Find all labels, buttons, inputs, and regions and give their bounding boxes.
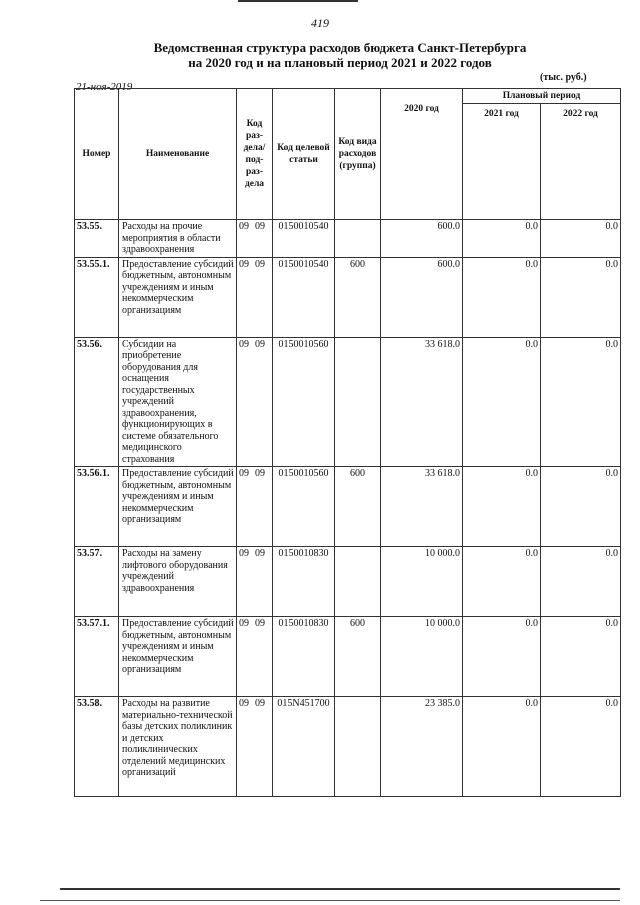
table-row: [75, 220, 621, 258]
title-line-1: Ведомственная структура расходов бюджета Санкт-Петербурга: [153, 40, 527, 55]
row-name: Предоставление субсидий бюджетным, автономным учреждениям и иным некоммерческим организациям: [119, 257, 237, 337]
table-row: [75, 697, 621, 797]
bottom-rule: [60, 888, 620, 890]
row-2020: 10 000.0: [381, 547, 463, 617]
row-target-code: 0150010830: [273, 547, 335, 617]
row-number: 53.57.1.: [75, 617, 119, 697]
header-2021: 2021 год: [463, 104, 541, 220]
row-section-code: [237, 467, 273, 547]
units-label: (тыс. руб.): [540, 72, 587, 83]
section-code: 09: [239, 258, 249, 270]
row-expense-type: 600: [335, 617, 381, 697]
row-target-code: 015N451700: [273, 697, 335, 797]
row-name: Расходы на замену лифтового оборудования учреждений здравоохранения: [119, 547, 237, 617]
row-expense-type: [335, 697, 381, 797]
row-target-code: 0150010540: [273, 257, 335, 337]
title-line-2: на 2020 год и на плановый период 2021 и 2022 годов: [188, 55, 492, 70]
row-name: Предоставление субсидий бюджетным, автономным учреждениям и иным некоммерческим организациям: [119, 467, 237, 547]
row-2021: 0.0: [463, 617, 541, 697]
row-2021: 0.0: [463, 257, 541, 337]
row-number: 53.56.1.: [75, 467, 119, 547]
row-section-code: [237, 547, 273, 617]
row-2020: 600.0: [381, 257, 463, 337]
row-section-code: [237, 257, 273, 337]
table-row: [75, 257, 621, 337]
row-2021: 0.0: [463, 547, 541, 617]
subsection-code: 09: [255, 548, 265, 559]
document-title: [100, 40, 580, 70]
row-number: 53.55.1.: [75, 257, 119, 337]
section-code: 09: [239, 221, 249, 232]
row-expense-type: 600: [335, 257, 381, 337]
row-name: Предоставление субсидий бюджетным, автономным учреждениям и иным некоммерческим организациям: [119, 617, 237, 697]
row-2022: 0.0: [541, 337, 621, 467]
budget-table: [74, 88, 621, 797]
row-expense-type: [335, 220, 381, 258]
row-2021: 0.0: [463, 697, 541, 797]
header-number: Номер: [75, 89, 119, 220]
section-code: 09: [239, 338, 249, 350]
row-number: 53.58.: [75, 697, 119, 797]
row-expense-type: [335, 547, 381, 617]
row-2022: 0.0: [541, 617, 621, 697]
section-code: 09: [239, 548, 249, 559]
subsection-code: 09: [255, 468, 265, 479]
header-name: Наименование: [119, 89, 237, 220]
header-2020: 2020 год: [381, 89, 463, 220]
section-code: 09: [239, 618, 249, 629]
row-number: 53.55.: [75, 220, 119, 258]
row-target-code: 0150010540: [273, 220, 335, 258]
row-2022: 0.0: [541, 467, 621, 547]
row-section-code: [237, 220, 273, 258]
header-planned-period: Плановый период: [463, 89, 621, 104]
row-2022: 0.0: [541, 220, 621, 258]
header-section-code: Код раз- дела/ под- раз- дела: [237, 89, 273, 220]
row-2021: 0.0: [463, 467, 541, 547]
row-2020: 33 618.0: [381, 467, 463, 547]
row-number: 53.57.: [75, 547, 119, 617]
page-number: 419: [311, 16, 329, 30]
table-row: [75, 617, 621, 697]
row-target-code: 0150010560: [273, 467, 335, 547]
row-2022: 0.0: [541, 547, 621, 617]
header-2022: 2022 год: [541, 104, 621, 220]
row-target-code: 0150010830: [273, 617, 335, 697]
header-target-code: Код целевой статьи: [273, 89, 335, 220]
subsection-code: 09: [255, 338, 265, 350]
row-2020: 23 385.0: [381, 697, 463, 797]
row-2021: 0.0: [463, 337, 541, 467]
document-date: 21-ноя-2019: [76, 81, 133, 93]
header-expense-type: Код вида расходов (группа): [335, 89, 381, 220]
row-number: 53.56.: [75, 337, 119, 467]
table-row: [75, 547, 621, 617]
row-2022: 0.0: [541, 257, 621, 337]
section-code: 09: [239, 698, 249, 709]
row-section-code: [237, 337, 273, 467]
row-2021: 0.0: [463, 220, 541, 258]
row-2020: 600.0: [381, 220, 463, 258]
subsection-code: 09: [255, 258, 265, 270]
subsection-code: 09: [255, 698, 265, 709]
row-name: Расходы на прочие мероприятия в области здравоохранения: [119, 220, 237, 258]
section-code: 09: [239, 468, 249, 479]
top-rule: [238, 0, 358, 2]
row-target-code: 0150010560: [273, 337, 335, 467]
row-expense-type: 600: [335, 467, 381, 547]
row-expense-type: [335, 337, 381, 467]
table-row: [75, 337, 621, 467]
subsection-code: 09: [255, 618, 265, 629]
row-name: Субсидии на приобретение оборудования для оснащения государственных учреждений здравоохранения, функционирующих в системе обязательного медицинского страхования: [119, 337, 237, 467]
subsection-code: 09: [255, 221, 265, 232]
row-name: Расходы на развитие материально-технической базы детских поликлиник и детских поликлинических отделений медицинских организаций: [119, 697, 237, 797]
row-2022: 0.0: [541, 697, 621, 797]
table-row: [75, 467, 621, 547]
bottom-rule-thin: [40, 900, 620, 901]
row-section-code: [237, 617, 273, 697]
row-2020: 33 618.0: [381, 337, 463, 467]
row-2020: 10 000.0: [381, 617, 463, 697]
row-section-code: [237, 697, 273, 797]
